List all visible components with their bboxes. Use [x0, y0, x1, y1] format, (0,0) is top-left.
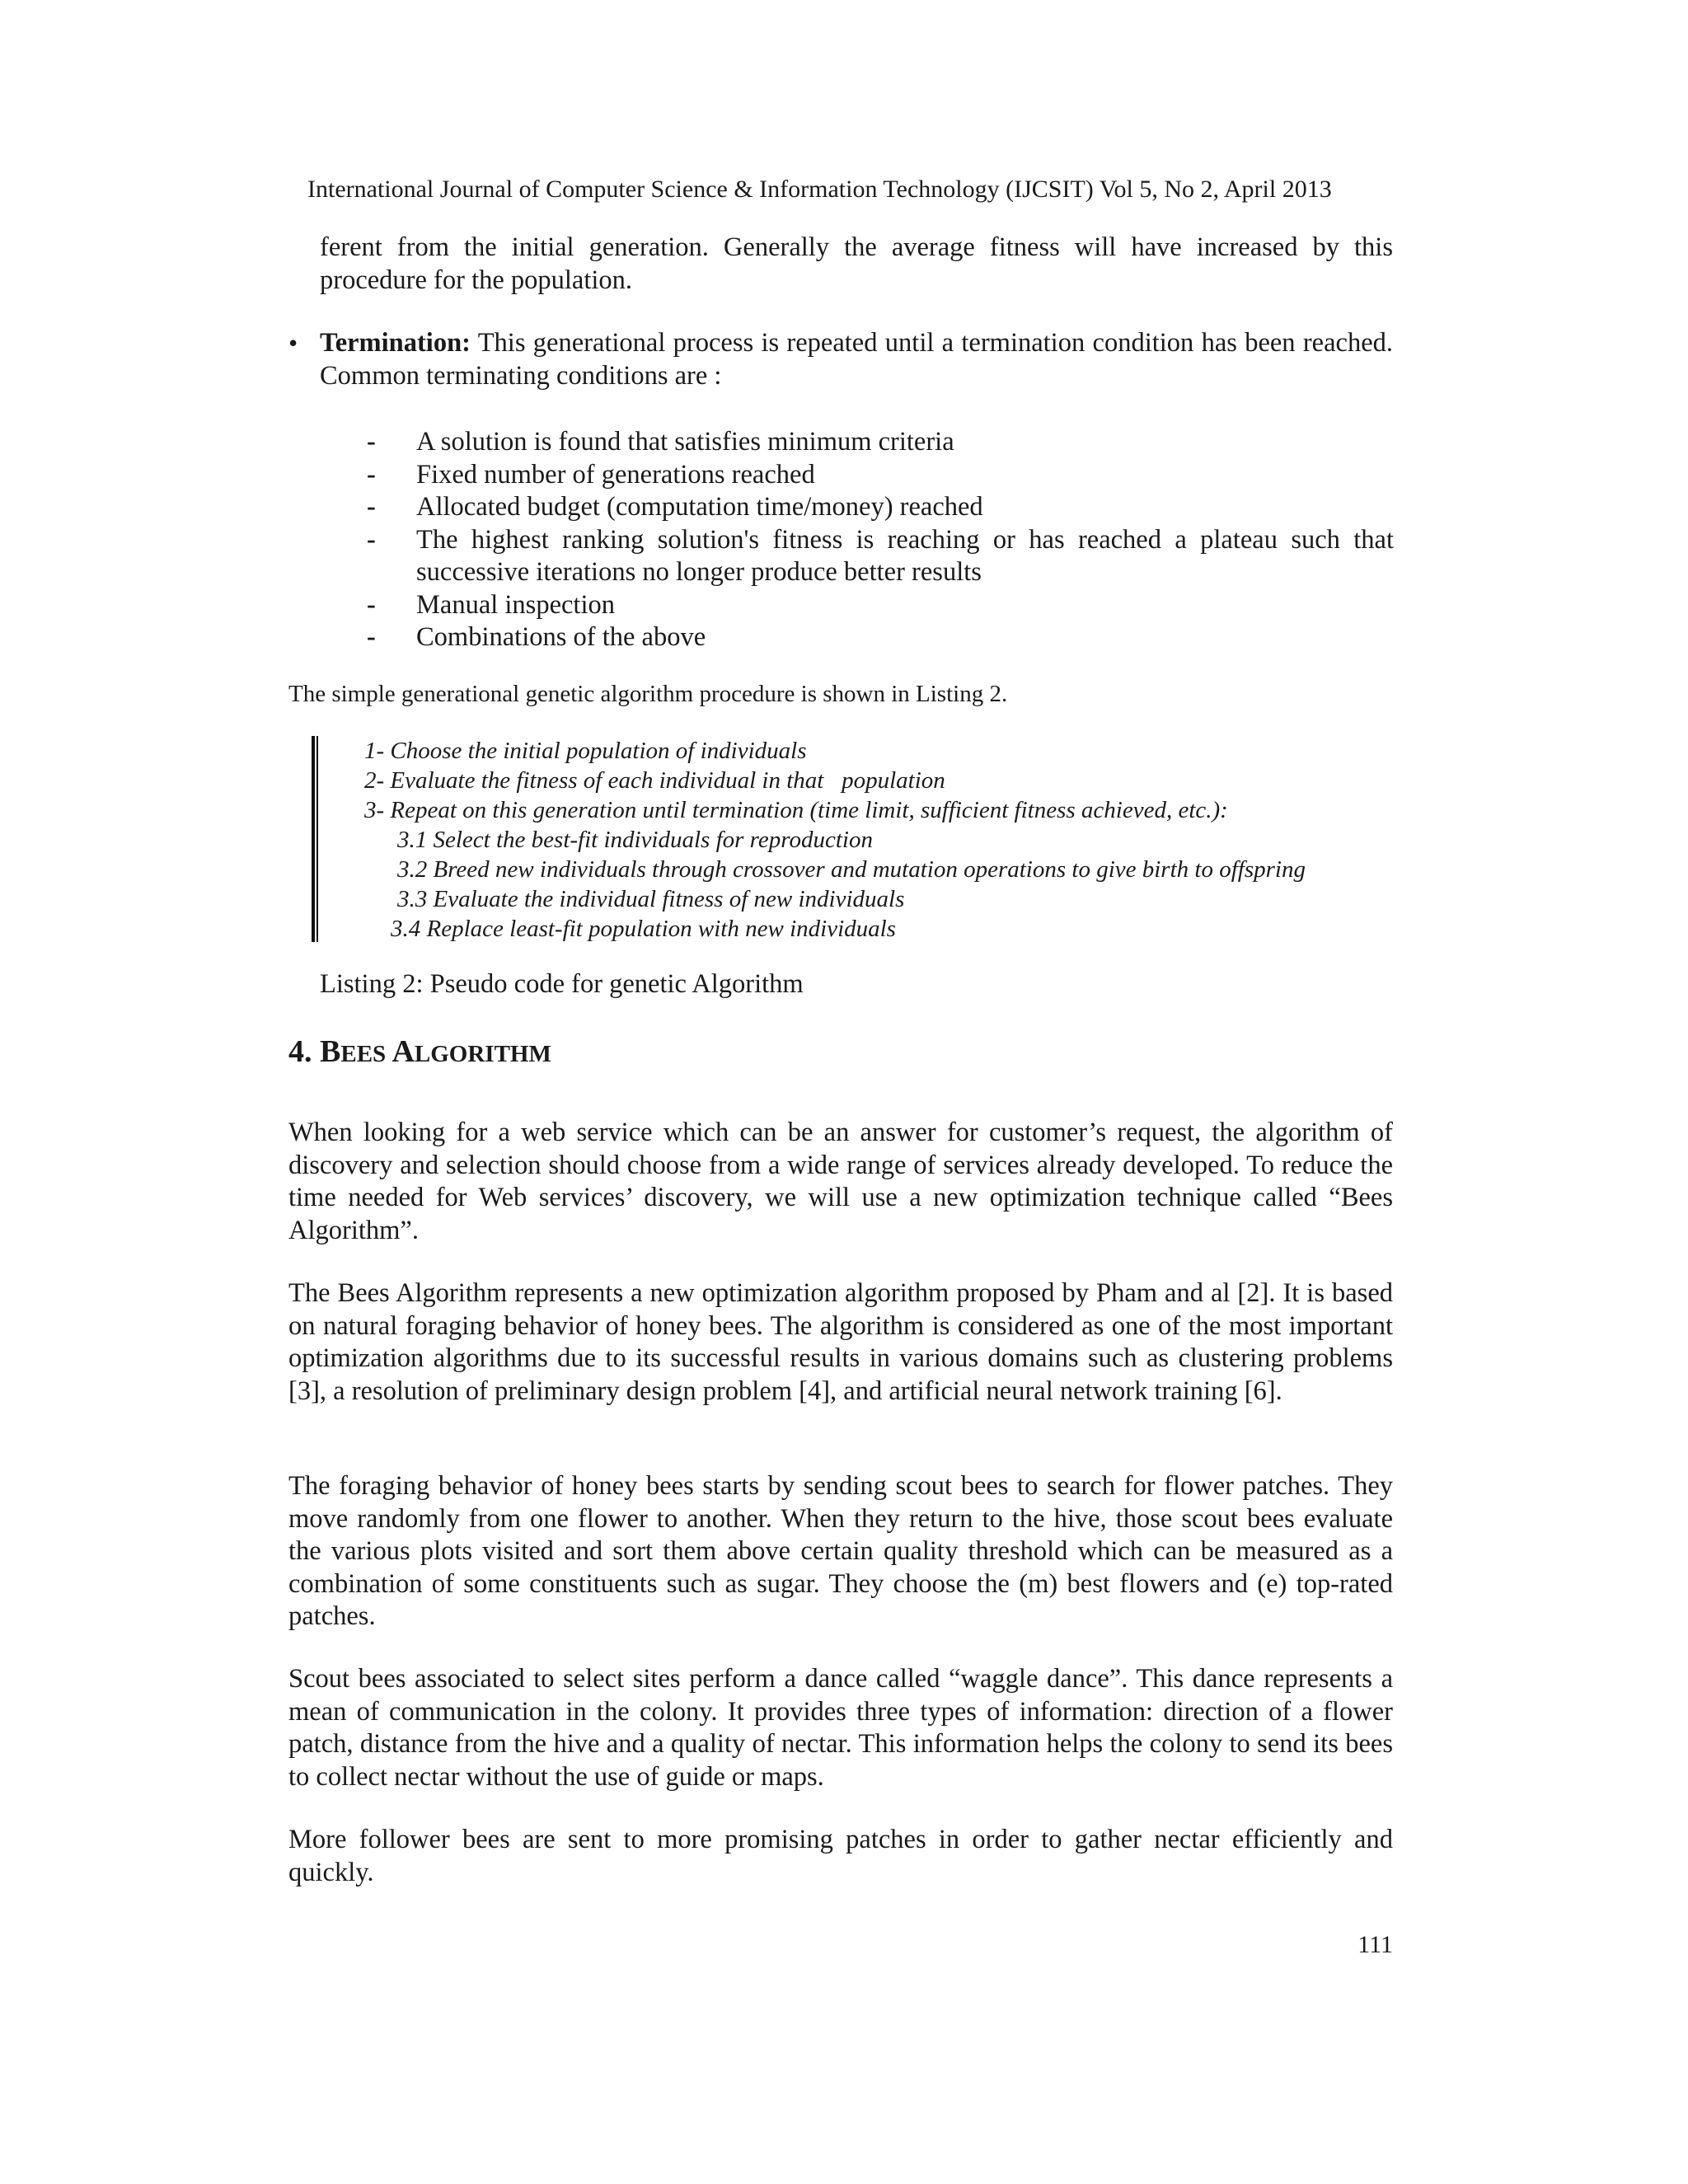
list-item: - The highest ranking solution's fitness is reaching or has reached a plateau such that successive iterations no longer produce better results: [367, 524, 1394, 587]
list-item: - Allocated budget (computation time/money) reached: [367, 491, 1394, 524]
body-paragraph: Scout bees associated to select sites perform a dance called “waggle dance”. This dance represents a mean of communication in the colony. It provides three types of information: direction of a flower patch, distance from the hive and a quality of nectar. This information helps the colony to send its bees to collect nectar without the use of guide or maps.: [288, 1664, 1393, 1792]
list-item: - Combinations of the above: [367, 621, 1394, 654]
listing-bar: [312, 736, 318, 942]
listing-line: 1- Choose the initial population of individuals: [364, 738, 807, 764]
dash-icon: -: [367, 589, 376, 620]
listing-line: 3.1 Select the best-fit individuals for reproduction: [397, 827, 873, 853]
body-paragraph: The foraging behavior of honey bees starts by sending scout bees to search for flower patches. They move randomly from one flower to another. When they return to the hive, those scout bees evaluate the various plots visited and sort them above certain quality threshold which can be measured as a combination of some constituents such as sugar. They choose the (m) best flowers and (e) top-rated patches.: [288, 1471, 1393, 1631]
listing-intro: The simple generational genetic algorithm procedure is shown in Listing 2.: [288, 681, 1008, 707]
body-paragraph: When looking for a web service which can be an answer for customer’s request, the algorithm of discovery and selection should choose from a wide range of services already developed. To reduce the time needed for Web services’ discovery, we will use a new optimization technique called “Bees Algorithm”.: [288, 1118, 1393, 1245]
pseudo-code-listing: [312, 736, 1400, 942]
termination-label: Termination:: [320, 328, 471, 358]
listing-line: 3.3 Evaluate the individual fitness of new individuals: [397, 886, 905, 912]
listing-caption: Listing 2: Pseudo code for genetic Algorithm: [320, 969, 804, 999]
body-paragraph: The Bees Algorithm represents a new optimization algorithm proposed by Pham and al [2]. It is based on natural foraging behavior of honey bees. The algorithm is considered as one of the most important optimization algorithms due to its successful results in various domains such as clustering problems [3], a resolution of preliminary design problem [4], and artificial neural network training [6].: [288, 1278, 1393, 1406]
list-item: - A solution is found that satisfies minimum criteria: [367, 426, 1394, 459]
termination-paragraph: [320, 327, 1393, 392]
list-item: - Fixed number of generations reached: [367, 459, 1394, 492]
listing-line: 3.4 Replace least-fit population with new individuals: [391, 916, 896, 942]
bullet-icon: •: [288, 328, 298, 358]
dash-icon: -: [367, 622, 376, 652]
termination-text: This generational process is repeated until a termination condition has been reached. Common terminating conditions are :: [320, 328, 1393, 391]
listing-lines: [364, 736, 1306, 944]
list-item: - Manual inspection: [367, 589, 1394, 622]
listing-line: 3.2 Breed new individuals through crossover and mutation operations to give birth to offspring: [397, 856, 1306, 883]
dash-icon: -: [367, 492, 376, 522]
listing-line: 3- Repeat on this generation until termination (time limit, sufficient fitness achieved, etc.):: [364, 797, 1228, 823]
dash-icon: -: [367, 459, 376, 490]
listing-line: 2- Evaluate the fitness of each individual in that population: [364, 767, 945, 794]
body-paragraph: More follower bees are sent to more promising patches in order to gather nectar efficiently and quickly.: [288, 1825, 1393, 1887]
dash-icon: -: [367, 524, 376, 555]
section-number: 4.: [288, 1034, 320, 1069]
section-heading: 4. BEES ALGORITHM: [288, 1034, 551, 1069]
continuation-paragraph: ferent from the initial generation. Generally the average fitness will have increased by this procedure for the population.: [320, 232, 1393, 295]
running-header: International Journal of Computer Science & Information Technology (IJCSIT) Vol 5, No 2, April 2013: [307, 176, 1332, 203]
page-number: 111: [1357, 1931, 1393, 1958]
dash-icon: -: [367, 427, 376, 457]
termination-conditions-list: [367, 426, 1394, 654]
